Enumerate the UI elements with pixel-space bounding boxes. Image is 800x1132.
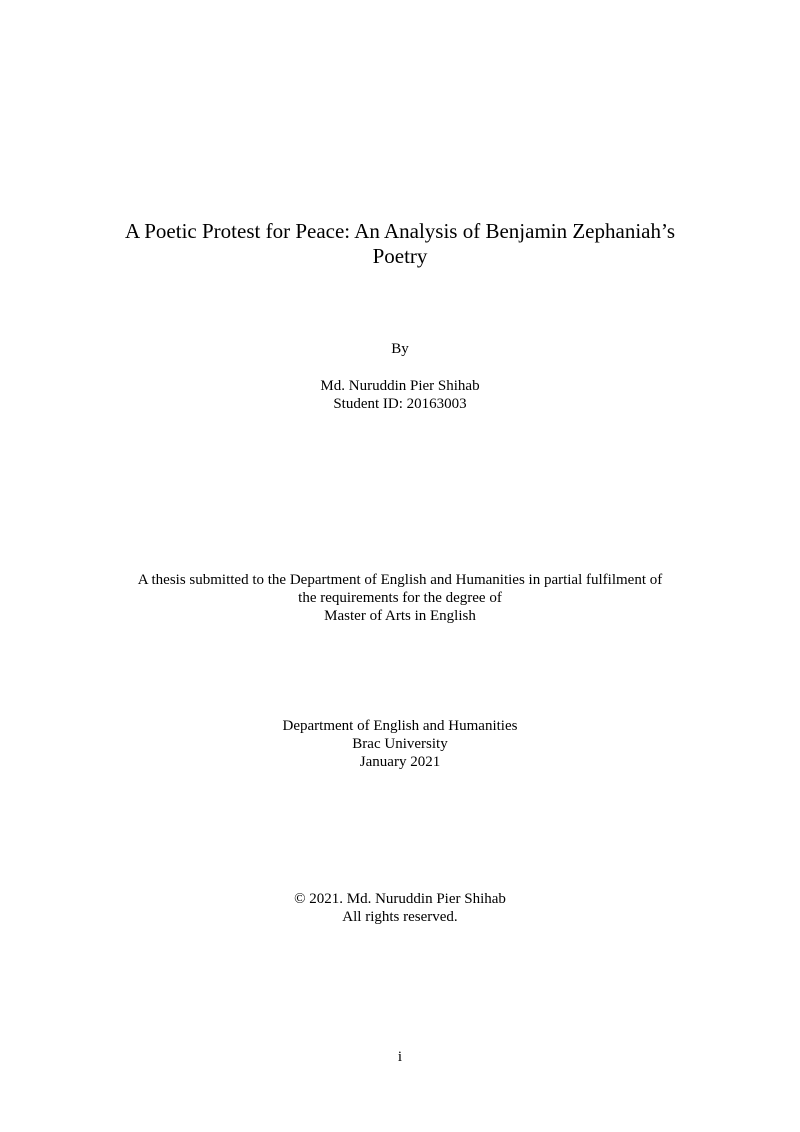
thesis-title	[0, 219, 800, 269]
page-number: i	[397, 1049, 403, 1065]
thesis-statement-line-2: the requirements for the degree of	[298, 590, 502, 606]
copyright-block	[0, 890, 800, 926]
thesis-title-line-2: Poetry	[372, 244, 428, 268]
thesis-statement	[0, 571, 800, 625]
department-name: Department of English and Humanities	[282, 718, 518, 734]
author-name: Md. Nuruddin Pier Shihab	[320, 378, 480, 394]
rights-reserved: All rights reserved.	[342, 909, 458, 925]
student-id: Student ID: 20163003	[333, 396, 467, 412]
thesis-statement-line-1: A thesis submitted to the Department of English and Humanities in partial fulfilment of	[137, 572, 663, 588]
institution-block	[0, 717, 800, 771]
thesis-statement-line-3: Master of Arts in English	[324, 608, 476, 624]
university-name: Brac University	[352, 736, 448, 752]
by-label: By	[391, 341, 409, 357]
copyright-notice: © 2021. Md. Nuruddin Pier Shihab	[294, 891, 506, 907]
submission-date: January 2021	[359, 754, 441, 770]
author-block	[0, 377, 800, 413]
thesis-title-line-1: A Poetic Protest for Peace: An Analysis of Benjamin Zephaniah’s	[125, 219, 675, 243]
